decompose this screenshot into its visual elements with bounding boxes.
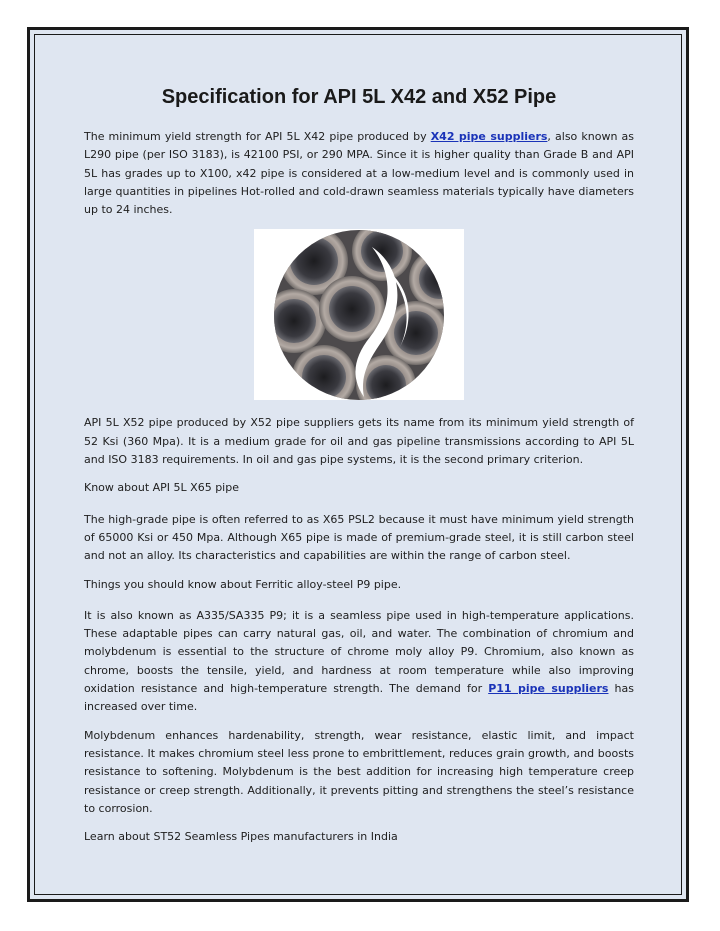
heading-p9: Things you should know about Ferritic alloy-steel P9 pipe. <box>84 577 402 591</box>
heading-x65: Know about API 5L X65 pipe <box>84 481 239 495</box>
steel-pipes-image <box>254 229 464 400</box>
paragraph-p9-text-end: has increased over time. <box>84 682 634 714</box>
x42-pipe-suppliers-link[interactable]: X42 pipe suppliers <box>430 130 548 143</box>
paragraph-x42-text-end: , also known as L290 pipe (per ISO 3183), is 42100 PSI, or 290 MPA. Since it is higher quality than Grade B and API 5L has grades up to X100, x42 pipe is considered at a low-medium level and is commonly used in large quantities in pipelines Hot-rolled and cold-drawn seamless materials typically have diameters up to 24 inches. <box>84 130 634 217</box>
paragraph-x65: The high-grade pipe is often referred to as X65 PSL2 because it must have minimum yield strength of 65000 Ksi or 450 Mpa. Although X65 pipe is made of premium-grade steel, it is still carbon steel and not an alloy. Its characteristics and capabilities are within the range of carbon steel. <box>84 512 634 563</box>
paragraph-x42 <box>84 128 634 219</box>
page-title: Specification for API 5L X42 and X52 Pipe <box>161 86 557 108</box>
paragraph-x42-text-start: The minimum yield strength for API 5L X42 pipe produced by <box>84 130 431 143</box>
footer-line-st52: Learn about ST52 Seamless Pipes manufacturers in India <box>84 830 398 844</box>
steel-pipes-photo <box>254 229 464 400</box>
paragraph-x52: API 5L X52 pipe produced by X52 pipe suppliers gets its name from its minimum yield strength of 52 Ksi (360 Mpa). It is a medium grade for oil and gas pipeline transmissions according to API 5L and ISO 3183 requirements. In oil and gas pipe systems, it is the second primary criterion. <box>84 416 634 467</box>
paragraph-p9 <box>84 607 634 717</box>
paragraph-molybdenum: Molybdenum enhances hardenability, strength, wear resistance, elastic limit, and impact resistance. It makes chromium steel less prone to embrittlement, reduces grain growth, and boosts resistance to softening. Molybdenum is the best addition for increasing high temperature creep resistance or creep strength. Additionally, it prevents pitting and strengthens the steel’s resistance to corrosion. <box>84 728 634 815</box>
paragraph-p9-text-start: It is also known as A335/SA335 P9; it is a seamless pipe used in high-temperature applications. These adaptable pipes can carry natural gas, oil, and water. The combination of chromium and molybdenum is essential to the structure of chrome moly alloy P9. Chromium, also known as chrome, boosts the tensile, yield, and hardness at room temperature while also improving oxidation resistance and high-temperature strength. The demand for <box>84 608 634 696</box>
p11-pipe-suppliers-link[interactable]: P11 pipe suppliers <box>488 682 609 696</box>
document-body <box>84 86 634 856</box>
